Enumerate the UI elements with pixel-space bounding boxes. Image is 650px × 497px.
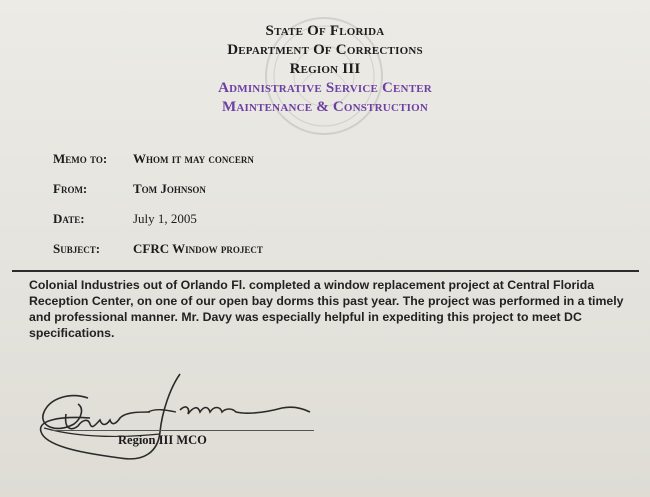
date-value: July 1, 2005 xyxy=(133,211,197,226)
from-value: Tom Johnson xyxy=(133,181,206,196)
signature-title: Region III MCO xyxy=(118,433,207,447)
memo-to-label: Memo to: xyxy=(53,151,108,166)
subject-label: Subject: xyxy=(53,241,101,256)
letterhead-service-center: Administrative Service Center xyxy=(218,80,432,96)
from-label: From: xyxy=(53,181,88,196)
memo-to-value: Whom it may concern xyxy=(133,151,254,166)
letterhead-department: Department Of Corrections xyxy=(227,42,423,58)
letterhead-division: Maintenance & Construction xyxy=(221,99,429,115)
handwritten-signature xyxy=(30,368,330,478)
letterhead xyxy=(0,22,650,117)
letterhead-state: State Of Florida xyxy=(265,23,385,39)
letterhead-region: Region III xyxy=(289,61,361,77)
subject-value: CFRC Window project xyxy=(133,241,263,256)
memo-body-paragraph: Colonial Industries out of Orlando Fl. completed a window replacement project at Central Florida Reception Center, on one of our open bay dorms this past year. The project was performed in a timely and professional manner. Mr. Davy was especially helpful in expediting this project to meet DC specifications. xyxy=(29,278,624,340)
header-divider xyxy=(12,270,639,272)
signature-line xyxy=(52,430,314,431)
date-label: Date: xyxy=(53,211,85,226)
